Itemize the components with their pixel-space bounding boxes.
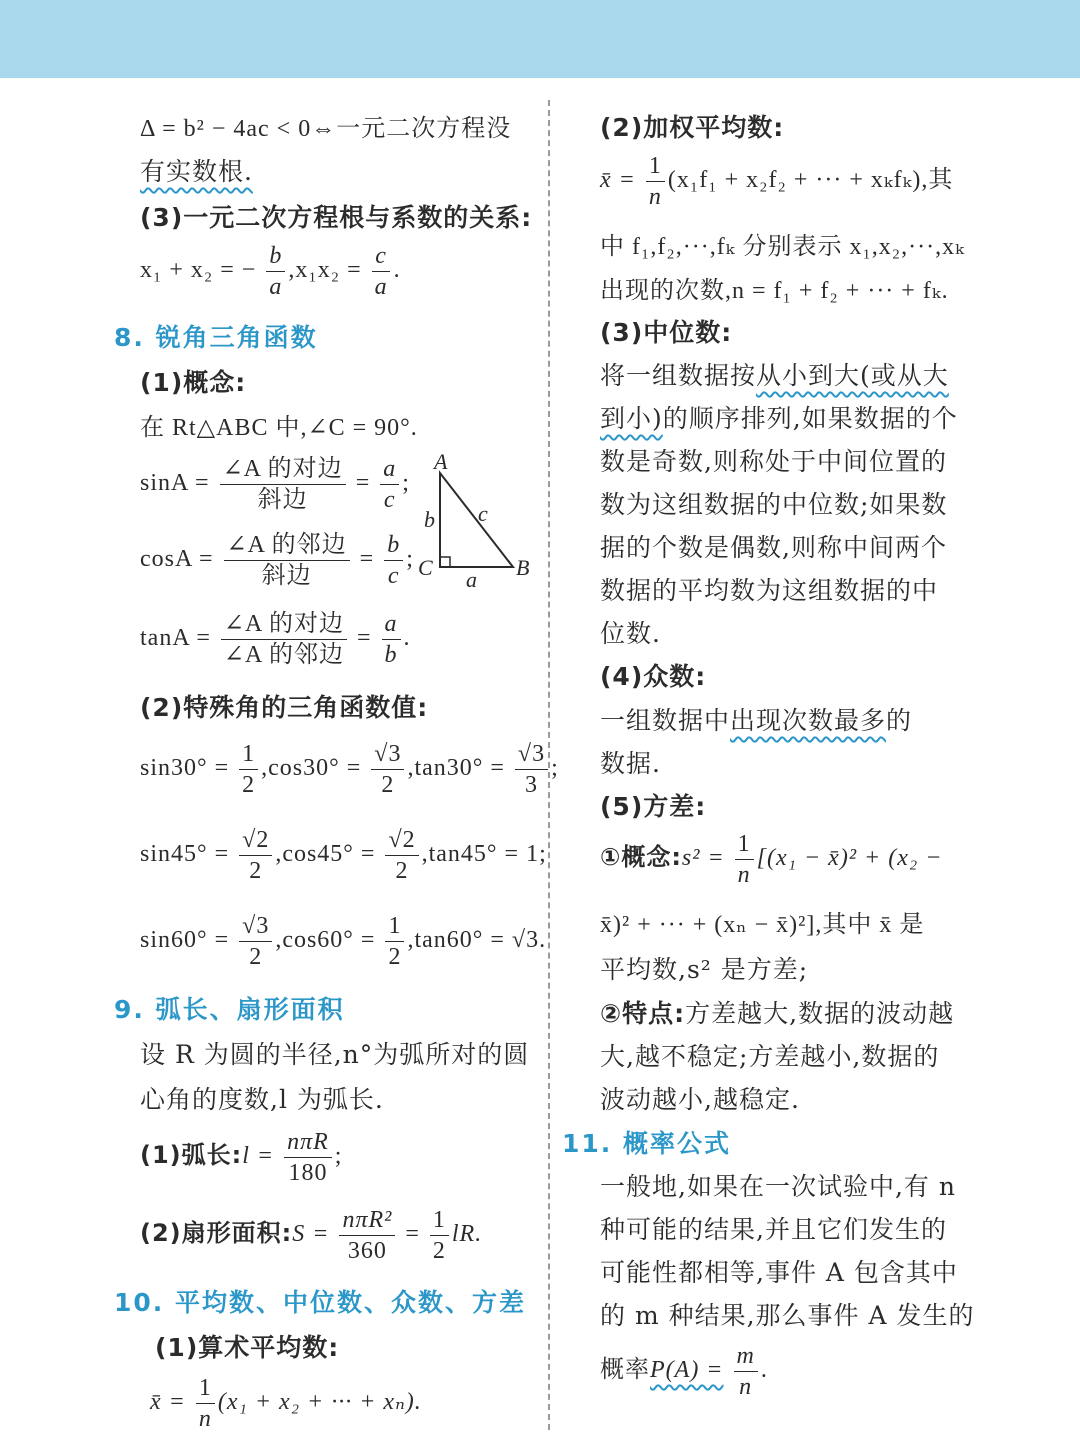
side-b-label: b [424,507,435,532]
median-line-2: 到小)的顺序排列,如果数据的个 [600,404,958,433]
mode-line-2: 数据. [600,749,661,778]
arithmetic-mean-heading: (1)算术平均数: [155,1333,340,1362]
weighted-mean-line-2: 中 f₁,f₂,···,fₖ 分别表示 x₁,x₂,···,xₖ [600,234,965,260]
vieta-heading: (3)一元二次方程根与系数的关系: [140,203,533,232]
vertex-C-label: C [418,555,433,580]
probability-line-2: 种可能的结果,并且它们发生的 [600,1215,947,1244]
variance-feature-line-2: 大,越不稳定;方差越小,数据的 [600,1042,940,1071]
variance-feature-line-1: ②特点:方差越大,数据的波动越 [600,999,955,1028]
median-line-5: 据的个数是偶数,则称中间两个 [600,533,947,562]
special-angles-60: sin60° = $\frac{√3}{2}$ ,cos60° = $\frac{1}{2}$ ,tan60° = √3. [140,913,547,970]
probability-line-4: 的 m 种结果,那么事件 A 发生的 [600,1301,975,1330]
variance-heading: (5)方差: [600,792,707,821]
vertex-B-label: B [516,555,530,580]
vertex-A-label: A [434,449,448,474]
discriminant-line-2: 有实数根. [140,157,253,186]
median-line-7: 位数. [600,619,661,648]
top-banner [0,0,1080,78]
side-c-label: c [478,501,488,526]
weighted-mean-formula: x̄ = $\frac{1}{n}$ (x₁f₁ + x₂f₂ + ··· + xₖfₖ),其 [600,153,954,210]
special-angles-heading: (2)特殊角的三角函数值: [140,693,429,722]
section-9-heading: 9. 弧长、扇形面积 [114,995,345,1024]
mode-heading: (4)众数: [600,662,707,691]
discriminant-line: Δ = b² − 4ac < 0⇔一元二次方程没 [140,116,512,142]
special-angles-30: sin30° = $\frac{1}{2}$ ,cos30° = $\frac{√3}{2}$ ,tan30° = $\frac{√3}{3}$ ; [140,741,559,798]
concept-heading: (1)概念: [140,368,247,397]
cos-definition: cosA = $\frac{\text{∠A 的邻边}}{\text{斜边}}$ = $\frac{b}{c}$ ; [140,532,414,589]
side-a-label: a [466,567,477,590]
weighted-mean-line-3: 出现的次数,n = f₁ + f₂ + ··· + fₖ. [600,278,949,304]
vieta-formula: x₁ + x₂ = − $\frac{b}{a}$ ,x₁x₂ = $\frac{c}{a}$ . [140,243,401,300]
variance-line-2: x̄)² + ··· + (xₙ − x̄)²],其中 x̄ 是 [600,912,925,938]
section-10-heading: 10. 平均数、中位数、众数、方差 [114,1288,526,1317]
mode-line-1: 一组数据中出现次数最多的 [600,706,913,735]
median-line-6: 数据的平均数为这组数据的中 [600,576,939,605]
arc-intro-line-2: 心角的度数,l 为弧长. [140,1085,384,1114]
section-11-heading: 11. 概率公式 [562,1129,731,1158]
arc-intro-line-1: 设 R 为圆的半径,n°为弧所对的圆 [140,1040,530,1069]
sector-area-formula: (2)扇形面积:S = $\frac{\text{nπR²}}{360}$ = $\frac{1}{2}$ lR. [140,1207,483,1264]
variance-formula: ①概念:s² = $\frac{1}{n}$ [(x₁ − x̄)² + (x₂ − [600,831,943,888]
probability-line-1: 一般地,如果在一次试验中,有 n [600,1172,956,1201]
right-triangle-statement: 在 Rt△ABC 中,∠C = 90°. [140,415,418,441]
probability-formula: 概率P(A) = $\frac{m}{n}$ . [600,1343,768,1400]
median-line-4: 数为这组数据的中位数;如果数 [600,490,948,519]
sin-definition: sinA = $\frac{\text{∠A 的对边}}{\text{斜边}}$ = $\frac{a}{c}$ ; [140,456,410,513]
median-line-1: 将一组数据按从小到大(或从大 [600,361,949,390]
variance-feature-line-3: 波动越小,越稳定. [600,1085,800,1114]
right-triangle-diagram [410,445,540,590]
variance-line-3: 平均数,s² 是方差; [600,955,809,984]
weighted-mean-heading: (2)加权平均数: [600,113,785,142]
median-heading: (3)中位数: [600,318,733,347]
section-8-heading: 8. 锐角三角函数 [114,323,318,352]
special-angles-45: sin45° = $\frac{√2}{2}$ ,cos45° = $\frac{√2}{2}$ ,tan45° = 1; [140,827,547,884]
median-line-3: 数是奇数,则称处于中间位置的 [600,447,947,476]
tan-definition: tanA = $\frac{\text{∠A 的对边}}{\text{∠A 的邻边}}$ = $\frac{a}{b}$ . [140,611,411,668]
arc-length-formula: (1)弧长:l = $\frac{\text{nπR}}{180}$ ; [140,1129,343,1186]
probability-line-3: 可能性都相等,事件 A 包含其中 [600,1258,958,1287]
arithmetic-mean-formula: x̄ = $\frac{1}{n}$ (x₁ + x₂ + ··· + xₙ). [150,1375,422,1432]
